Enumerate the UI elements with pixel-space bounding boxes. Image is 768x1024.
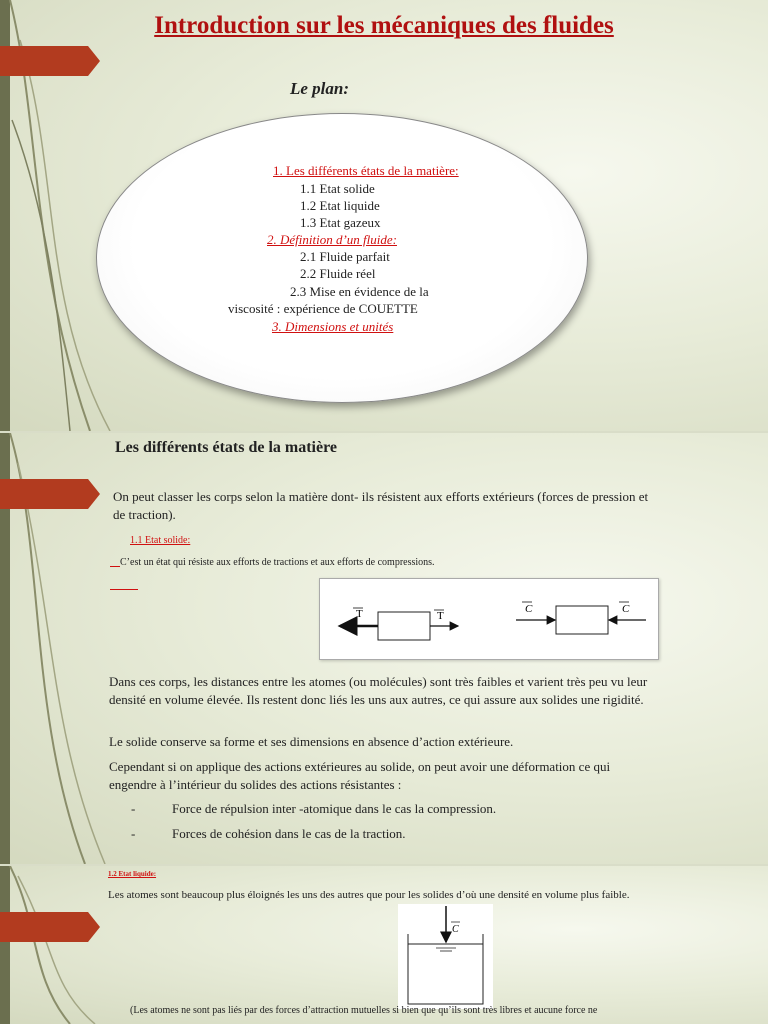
plan-item-2-1: 2.1 Fluide parfait (300, 249, 390, 264)
traction-label-left: T (356, 608, 363, 620)
left-accent-bar (0, 866, 10, 1024)
plan-label: Le plan: (290, 79, 350, 98)
force-diagram (319, 578, 659, 660)
liquid-container-diagram (398, 904, 493, 1009)
plan-item-3[interactable]: 3. Dimensions et unités (272, 319, 394, 334)
slide-3 (0, 866, 768, 1024)
solid-definition-text: C’est un état qui résiste aux efforts de tractions et aux efforts de compressions. (120, 557, 435, 568)
slide-2 (0, 433, 768, 864)
page-title: Introduction sur les mécaniques des fluides (154, 12, 614, 39)
bullet-dash-1: - (131, 801, 136, 816)
red-tab-marker (0, 46, 100, 76)
subheading-liquid[interactable]: 1.2 Etat liquide: (108, 870, 157, 878)
bullet-text-2: Forces de cohésion dans le cas de la traction. (172, 826, 406, 841)
plan-item-2-3: 2.3 Mise en évidence de la (290, 284, 429, 299)
slide-1 (0, 0, 768, 431)
paragraph-distances: Dans ces corps, les distances entre les atomes (ou molécules) sont très faibles et varient très peu vu leur densité en volume élevée. Ils restent donc liés les uns aux autres, ce qui assure aux solides une rigidité. (109, 674, 648, 707)
plan-item-1-2: 1.2 Etat liquide (300, 198, 380, 213)
force-label: C (452, 924, 459, 935)
plan-ellipse (96, 113, 588, 403)
subheading-solid[interactable]: 1.1 Etat solide: (130, 535, 191, 546)
plan-item-1-3: 1.3 Etat gazeux (300, 215, 381, 230)
traction-label-right: T (437, 610, 444, 622)
bullet-dash-2: - (131, 826, 136, 841)
bullet-text-1: Force de répulsion inter -atomique dans le cas la compression. (172, 801, 497, 816)
section-title: Les différents états de la matière (115, 439, 338, 456)
compression-block (556, 606, 608, 634)
paragraph-deformation: Cependant si on applique des actions extérieures au solide, on peut avoir une déformation ce qui engendre à l’intérieur du solides des actions résistantes : (109, 759, 611, 792)
compression-label-right: C (622, 603, 630, 615)
decorative-swirl (0, 866, 120, 1024)
intro-paragraph: On peut classer les corps selon la matière dont- ils résistent aux efforts extérieurs (forces de pression et de traction). (113, 489, 649, 522)
plan-item-2-3-cont: viscosité : expérience de COUETTE (228, 301, 418, 316)
paragraph-shape: Le solide conserve sa forme et ses dimensions en absence d’action extérieure. (109, 734, 514, 749)
solid-definition (110, 554, 658, 572)
traction-compression-diagram (320, 579, 658, 659)
red-tab-marker (0, 912, 100, 942)
liquid-paragraph-2: (Les atomes ne sont pas liés par des forces d’attraction mutuelles si bien que qu’ils sont très libres et aucune force ne (130, 1005, 598, 1016)
red-tab-marker (0, 479, 100, 509)
plan-item-2[interactable]: 2. Définition d’un fluide: (267, 232, 397, 247)
plan-item-1-1: 1.1 Etat solide (300, 181, 375, 196)
liquid-paragraph: Les atomes sont beaucoup plus éloignés les uns des autres que pour les solides d’où une densité en volume plus faible. (108, 889, 630, 901)
red-underline-mark (110, 589, 138, 590)
traction-block (378, 612, 430, 640)
plan-item-2-2: 2.2 Fluide réel (300, 266, 376, 281)
compression-label-left: C (525, 603, 533, 615)
plan-item-1[interactable]: 1. Les différents états de la matière: (273, 163, 459, 178)
